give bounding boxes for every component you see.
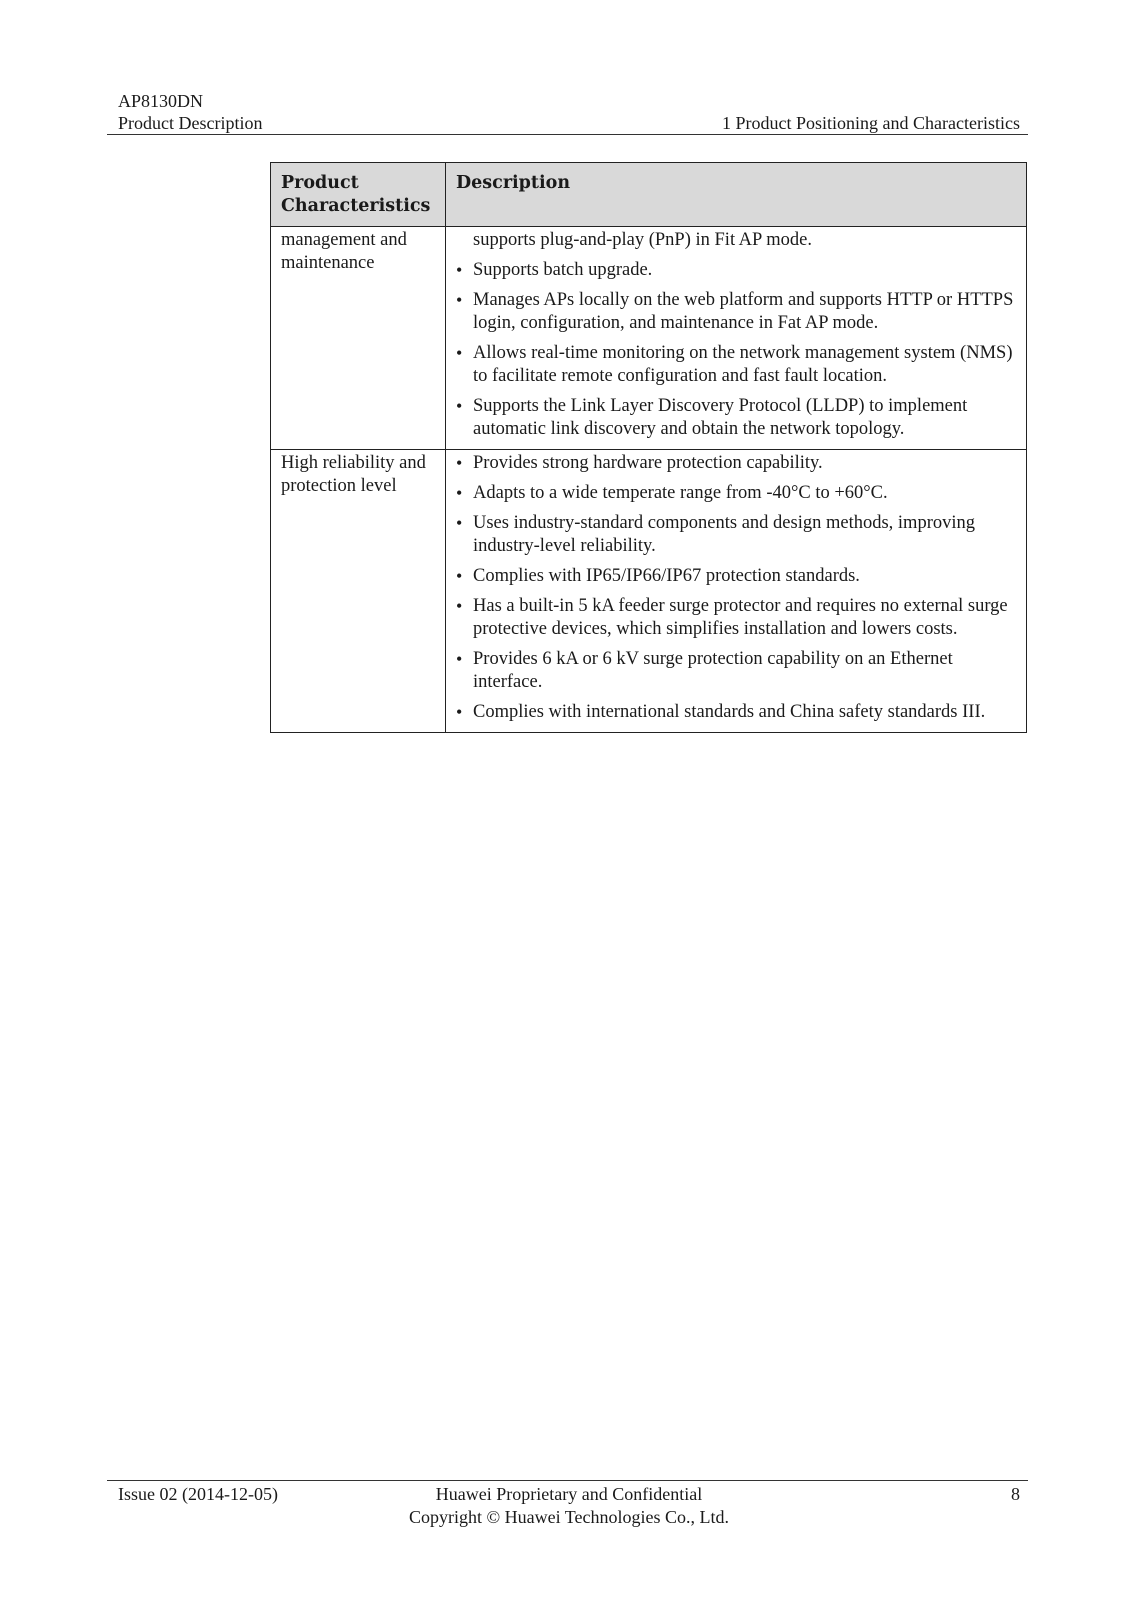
- list-item: • Provides 6 kA or 6 kV surge protection capability on an Ethernet interface.: [456, 648, 1016, 694]
- description-cell: [446, 450, 1027, 733]
- table-header-row: [271, 163, 1027, 227]
- description-list: [456, 229, 1016, 441]
- page-number: 8: [1011, 1484, 1020, 1504]
- list-item: • Allows real-time monitoring on the network management system (NMS) to facilitate remote configuration and fast fault location.: [456, 342, 1016, 388]
- list-item-continuation: supports plug-and-play (PnP) in Fit AP mode.: [473, 230, 812, 250]
- list-item: • Has a built-in 5 kA feeder surge protector and requires no external surge protective devices, which simplifies installation and lowers costs.: [456, 595, 1016, 641]
- list-item: • Complies with IP65/IP66/IP67 protection standards.: [456, 565, 1016, 588]
- footer-confidential: Huawei Proprietary and Confidential: [435, 1484, 703, 1504]
- list-item: • Supports batch upgrade.: [456, 259, 1016, 282]
- header-chapter-title: 1 Product Positioning and Characteristics: [722, 113, 1020, 133]
- column-header-characteristics: Product Characteristics: [271, 163, 446, 227]
- footer-divider: [107, 1480, 1028, 1481]
- list-item: • Adapts to a wide temperate range from -40°C to +60°C.: [456, 482, 1016, 505]
- description-cell: [446, 227, 1027, 450]
- characteristic-cell: management and maintenance: [271, 227, 446, 450]
- list-item: • Provides strong hardware protection capability.: [456, 452, 1016, 475]
- header-divider: [107, 134, 1028, 135]
- header-row: [118, 112, 1020, 134]
- list-item: • Supports the Link Layer Discovery Protocol (LLDP) to implement automatic link discovery and obtain the network topology.: [456, 395, 1016, 441]
- table-row: [271, 227, 1027, 450]
- list-item: • Uses industry-standard components and design methods, improving industry-level reliability.: [456, 512, 1016, 558]
- footer-copyright: Copyright © Huawei Technologies Co., Ltd.: [408, 1507, 730, 1527]
- footer-issue: Issue 02 (2014-12-05): [118, 1484, 278, 1504]
- list-item: • Manages APs locally on the web platform and supports HTTP or HTTPS login, configuration, and maintenance in Fat AP mode.: [456, 289, 1016, 335]
- table-row: [271, 450, 1027, 733]
- page-header: [118, 90, 1020, 134]
- header-product-name: AP8130DN: [118, 91, 204, 111]
- description-list: [456, 452, 1016, 724]
- characteristics-table: [270, 162, 1027, 733]
- footer-center: [118, 1483, 1020, 1529]
- characteristic-cell: High reliability and protection level: [271, 450, 446, 733]
- list-item: • Complies with international standards and China safety standards III.: [456, 701, 1016, 724]
- header-doc-type: Product Description: [118, 113, 263, 133]
- column-header-description: Description: [446, 163, 1027, 227]
